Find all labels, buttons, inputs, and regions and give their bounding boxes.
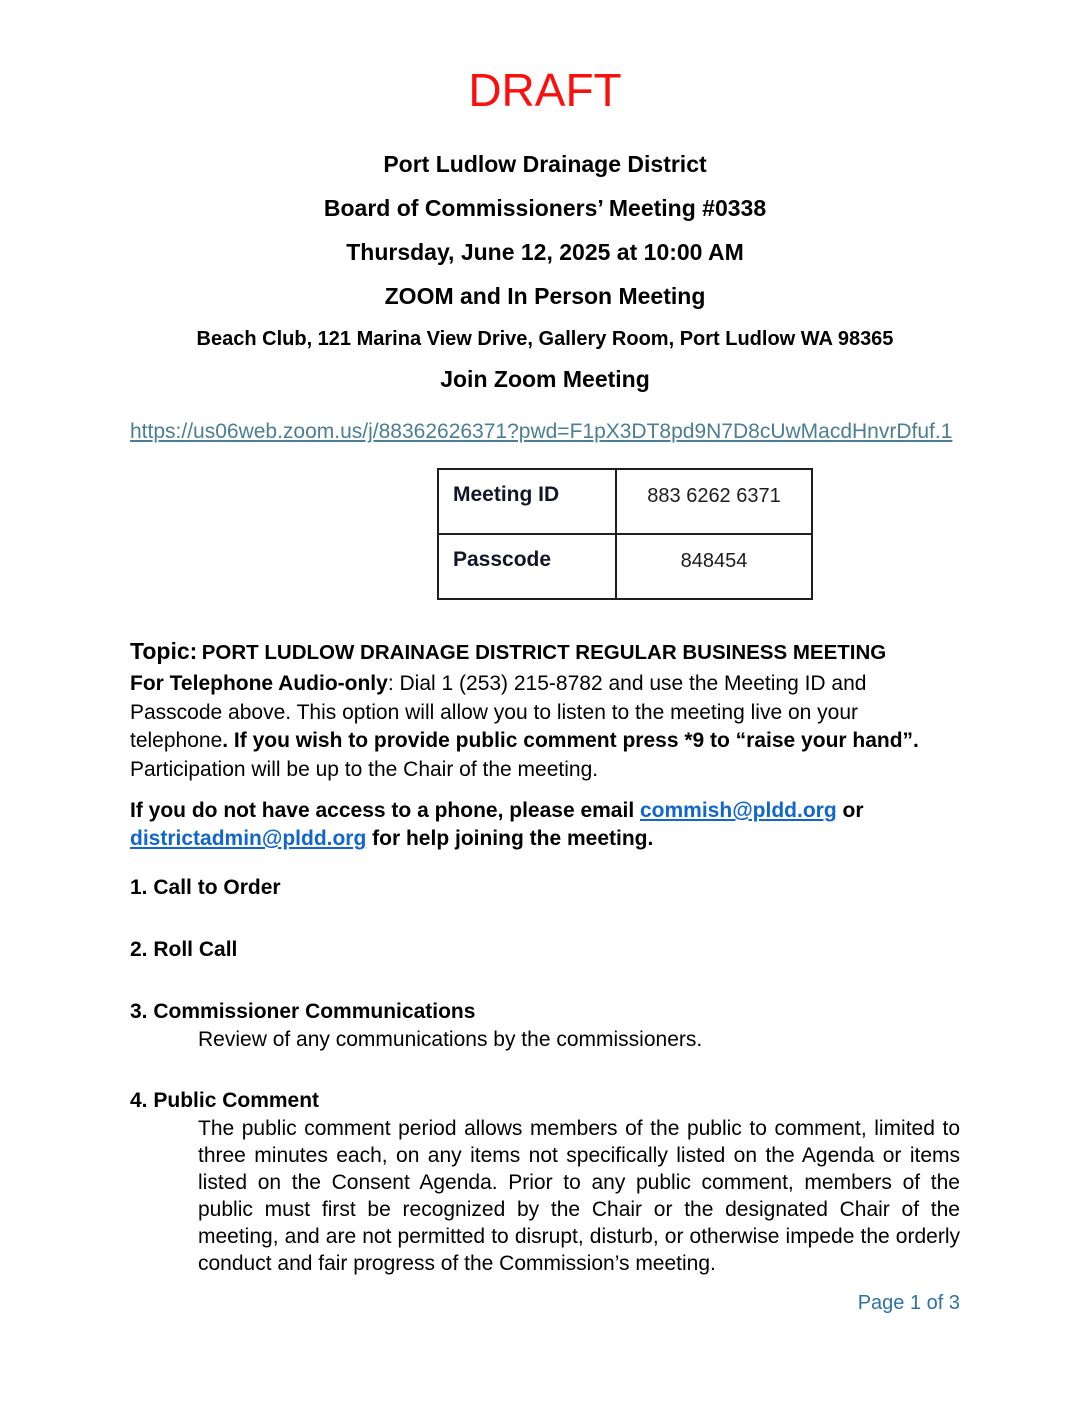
agenda-item-body: Review of any communications by the commissioners.	[198, 1028, 703, 1051]
agenda-item-roll-call	[130, 936, 960, 964]
topic-value: PORT LUDLOW DRAINAGE DISTRICT REGULAR BUSINESS MEETING	[201, 641, 887, 664]
table-row	[438, 534, 812, 599]
telephone-instructions	[130, 670, 942, 784]
zoom-meeting-link[interactable]: https://us06web.zoom.us/j/88362626371?pwd=F1pX3DT8pd9N7D8cUwMacdHnvrDfuf.1	[130, 420, 953, 443]
join-zoom-heading: Join Zoom Meeting	[440, 366, 650, 392]
meeting-credentials-table	[437, 468, 813, 600]
zoom-link-row	[130, 419, 960, 447]
agenda-item-title	[130, 998, 960, 1026]
email-help-text-2: or	[836, 799, 864, 822]
agenda-item-label: Call to Order	[153, 876, 281, 899]
agenda-item-label: Roll Call	[153, 938, 238, 961]
telephone-text-1: : Dial 1 (253) 215-8782 and use the Meeting ID and Passcode above. This option will allow you to listen to the meeting live on your telephone	[130, 672, 867, 752]
passcode-label: Passcode	[438, 534, 616, 599]
email-help-text-1: If you do not have access to a phone, please email	[130, 799, 640, 822]
title-meeting-type: ZOOM and In Person Meeting	[384, 283, 706, 309]
meeting-id-value: 883 6262 6371	[616, 469, 812, 534]
telephone-bold-2: . If you wish to provide public comment press *9 to “raise your hand”.	[222, 729, 919, 752]
agenda-item-number: 3.	[130, 1000, 148, 1023]
agenda-item-commissioner-communications	[130, 998, 960, 1053]
agenda-item-number: 4.	[130, 1089, 148, 1112]
table-row	[438, 469, 812, 534]
title-district: Port Ludlow Drainage District	[383, 151, 707, 177]
telephone-text-3: Participation will be up to the Chair of the meeting.	[130, 757, 599, 781]
agenda-list	[130, 874, 960, 1277]
agenda-item-call-to-order	[130, 874, 960, 902]
districtadmin-email-link[interactable]: districtadmin@pldd.org	[130, 827, 367, 850]
topic-label: Topic:	[130, 638, 198, 664]
agenda-item-label: Commissioner Communications	[153, 1000, 476, 1023]
agenda-item-title	[130, 1087, 960, 1115]
email-help-text-3: for help joining the meeting.	[366, 827, 654, 850]
telephone-lead: For Telephone Audio-only	[130, 672, 388, 695]
agenda-item-number: 1.	[130, 876, 148, 899]
title-date-time: Thursday, June 12, 2025 at 10:00 AM	[346, 239, 744, 265]
page-number: Page 1 of 3	[857, 1292, 960, 1314]
topic-heading	[130, 636, 960, 670]
agenda-item-number: 2.	[130, 938, 148, 961]
title-location: Beach Club, 121 Marina View Drive, Gallery Room, Port Ludlow WA 98365	[196, 328, 894, 350]
commish-email-link[interactable]: commish@pldd.org	[640, 799, 837, 822]
passcode-value: 848454	[616, 534, 812, 599]
meeting-id-label: Meeting ID	[438, 469, 616, 534]
agenda-item-title	[130, 874, 960, 902]
agenda-item-title	[130, 936, 960, 964]
email-help-paragraph	[130, 797, 976, 853]
draft-watermark: DRAFT	[468, 64, 622, 116]
agenda-item-public-comment	[130, 1087, 960, 1277]
title-meeting-number: Board of Commissioners’ Meeting #0338	[323, 195, 767, 221]
agenda-item-body: The public comment period allows members of the public to comment, limited to three minutes each, on any items not specifically listed on the Agenda or items listed on the Consent Agenda. Prior to any public comment, members of the public must first be recognized by the Chair or the designated Chair of the meeting, and are not permitted to disrupt, disturb, or otherwise impede the orderly conduct and fair progress of the Commission’s meeting.	[198, 1117, 960, 1275]
agenda-item-label: Public Comment	[153, 1089, 320, 1112]
